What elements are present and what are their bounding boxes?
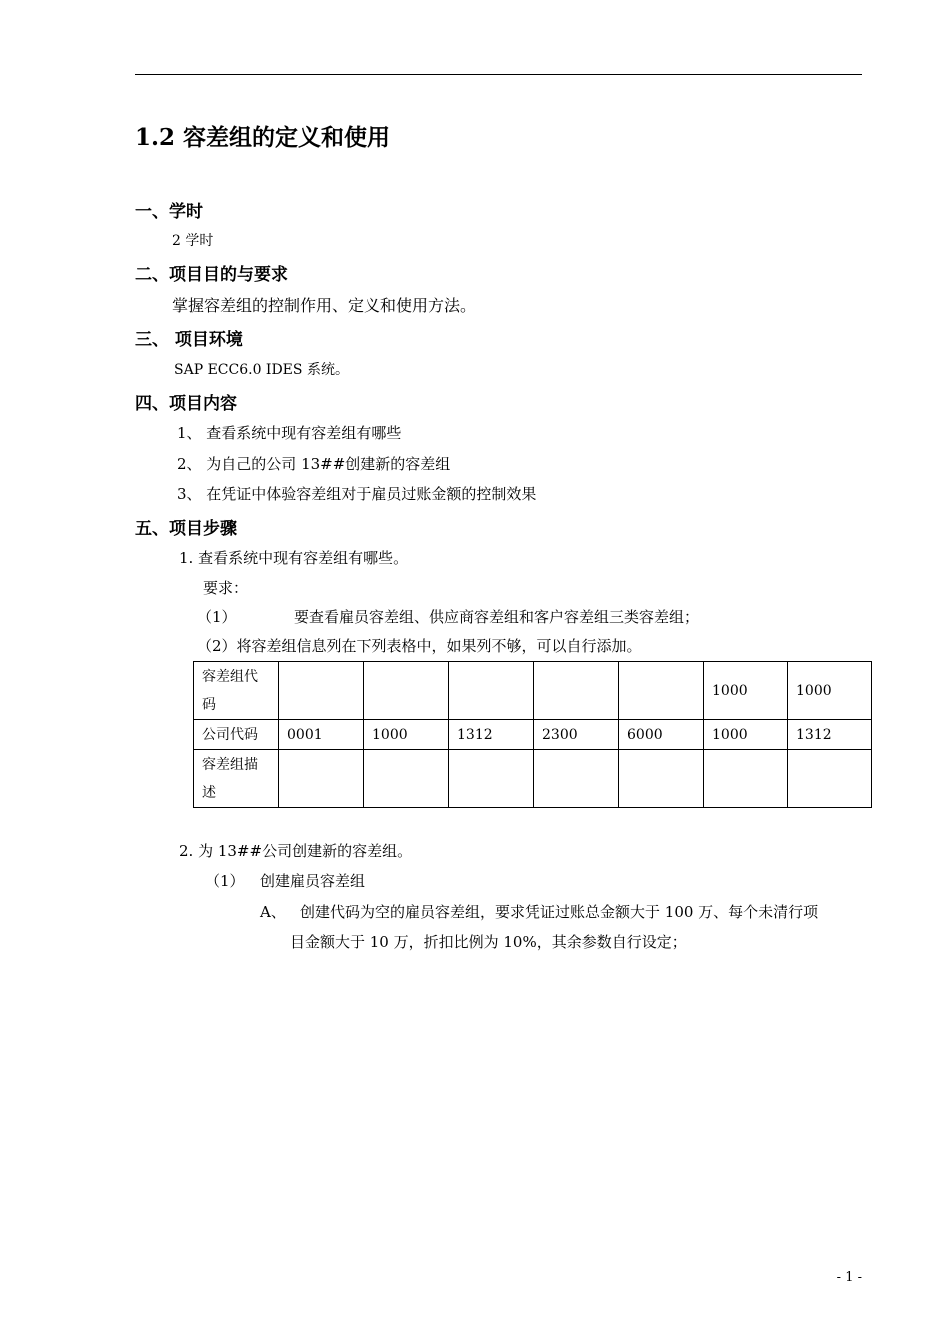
table-cell: 2300: [534, 720, 619, 750]
row-label-group-description: 容差组描 述: [194, 750, 279, 808]
table-cell: [364, 750, 449, 808]
table-cell: [534, 750, 619, 808]
requirement-2: （2）将容差组信息列在下列表格中，如果列不够，可以自行添加。: [197, 637, 642, 655]
substep-a-label: A、: [260, 903, 286, 921]
section-body-env: SAP ECC6.0 IDES 系统。: [174, 362, 349, 378]
step-1: 1. 查看系统中现有容差组有哪些。: [179, 549, 409, 567]
substep-a-line-2: 目金额大于 10 万，折扣比例为 10%，其余参数自行设定；: [290, 933, 687, 951]
section-heading-env: 三、 项目环境: [135, 330, 243, 350]
section-heading-goal: 二、项目目的与要求: [135, 265, 288, 285]
content-item-1: 1、 查看系统中现有容差组有哪些: [177, 424, 402, 442]
table-row: [194, 750, 872, 808]
table-row: [194, 662, 872, 720]
page-number: - 1 -: [836, 1270, 862, 1285]
table-cell: [704, 750, 788, 808]
substep-a-line-1: 创建代码为空的雇员容差组，要求凭证过账总金额大于 100 万、每个未清行项: [300, 903, 819, 921]
table-row: [194, 720, 872, 750]
row-label-group-code: 容差组代 码: [194, 662, 279, 720]
table-cell: [279, 750, 364, 808]
table-cell: [788, 750, 872, 808]
section-heading-steps: 五、项目步骤: [135, 519, 237, 539]
page-title: 1.2 容差组的定义和使用: [135, 124, 391, 151]
header-rule: [135, 74, 862, 75]
table-cell: 1312: [449, 720, 534, 750]
requirement-1-number: （1）: [197, 608, 237, 626]
table-cell: 1000: [788, 662, 872, 720]
table-cell: [279, 662, 364, 720]
table-cell: [534, 662, 619, 720]
section-heading-hours: 一、学时: [135, 202, 203, 222]
substep-1-text: 创建雇员容差组: [260, 872, 366, 890]
table-cell: [619, 750, 704, 808]
step-2: 2. 为 13##公司创建新的容差组。: [179, 842, 413, 860]
table-cell: [449, 750, 534, 808]
content-item-3: 3、 在凭证中体验容差组对于雇员过账金额的控制效果: [177, 485, 537, 503]
table-cell: 1000: [704, 720, 788, 750]
section-body-goal: 掌握容差组的控制作用、定义和使用方法。: [172, 296, 477, 315]
table-cell: [364, 662, 449, 720]
content-item-2: 2、 为自己的公司 13##创建新的容差组: [177, 455, 451, 473]
requirement-label: 要求：: [203, 579, 249, 597]
requirement-1-text: 要查看雇员容差组、供应商容差组和客户容差组三类容差组；: [294, 608, 700, 626]
table-cell: 1000: [704, 662, 788, 720]
substep-1-number: （1）: [205, 872, 245, 890]
row-label-company-code: 公司代码: [194, 720, 279, 750]
section-body-hours: 2 学时: [172, 233, 214, 249]
table-cell: [449, 662, 534, 720]
table-cell: 0001: [279, 720, 364, 750]
section-heading-content: 四、项目内容: [135, 394, 237, 414]
table-cell: [619, 662, 704, 720]
table-cell: 1312: [788, 720, 872, 750]
table-cell: 1000: [364, 720, 449, 750]
table-cell: 6000: [619, 720, 704, 750]
tolerance-group-table: [193, 661, 872, 808]
